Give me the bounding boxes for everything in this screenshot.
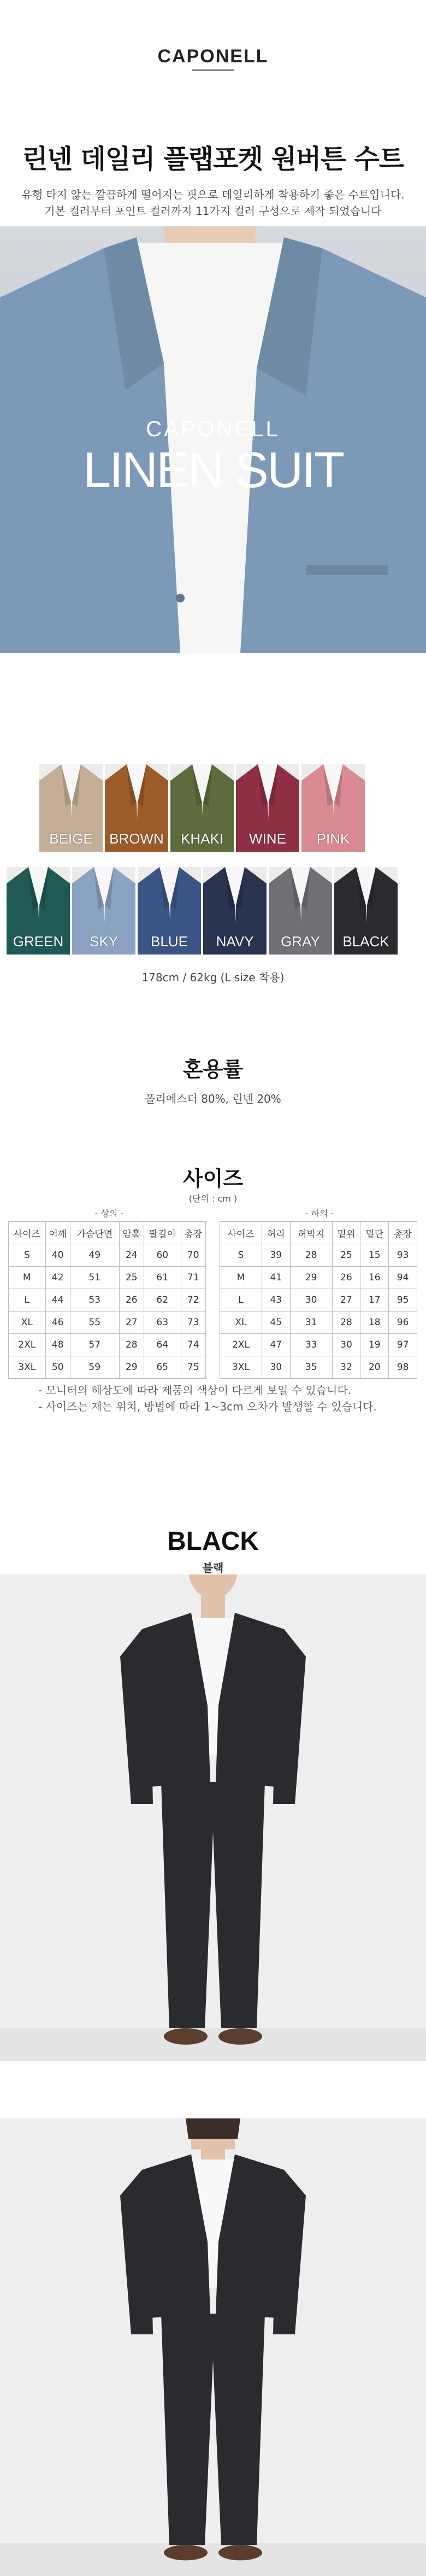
bottom-size-cell: 25 <box>332 1244 360 1267</box>
color-swatch-brown <box>105 764 168 852</box>
hero-title: LINEN SUIT <box>82 442 344 498</box>
bottom-size-row <box>220 1244 417 1267</box>
color-swatch-label: PINK <box>316 830 350 847</box>
bottom-size-row <box>220 1356 417 1379</box>
size-title: 사이즈 <box>182 1167 244 1191</box>
bottom-size-cell: 96 <box>389 1312 417 1334</box>
material-text: 폴리에스터 80%, 린넨 20% <box>145 1092 281 1105</box>
material-title: 혼용률 <box>182 1057 244 1081</box>
top-size-cell: S <box>9 1244 46 1267</box>
bottom-size-cell: 98 <box>389 1356 417 1379</box>
bottom-size-cell: 30 <box>332 1334 360 1356</box>
top-size-header-cell: 팔길이 <box>144 1222 181 1244</box>
top-size-cell: 49 <box>70 1244 119 1267</box>
model-illustration-1 <box>0 1574 426 2061</box>
bottom-size-cell: 18 <box>360 1312 389 1334</box>
bottom-size-cell: 2XL <box>220 1334 262 1356</box>
top-size-cell: 26 <box>119 1289 144 1312</box>
bottom-size-row <box>220 1312 417 1334</box>
top-size-row <box>9 1334 206 1356</box>
bottom-size-cell: 43 <box>262 1289 290 1312</box>
bottom-size-cell: 97 <box>389 1334 417 1356</box>
bottom-size-cell: 35 <box>290 1356 332 1379</box>
bottom-size-cell: 32 <box>332 1356 360 1379</box>
top-size-cell: 60 <box>144 1244 181 1267</box>
black-section-subtitle: 블랙 <box>202 1561 224 1574</box>
model-info: 178cm / 62kg (L size 착용) <box>141 971 285 984</box>
top-size-cell: 64 <box>144 1334 181 1356</box>
bottom-size-table <box>220 1221 417 1379</box>
bottom-size-cell: 17 <box>360 1289 389 1312</box>
color-swatch-navy <box>203 867 267 955</box>
black-model-photo-2 <box>0 2118 426 2576</box>
top-size-cell: 40 <box>45 1244 70 1267</box>
color-swatch-label: WINE <box>249 830 286 847</box>
bottom-size-label: - 하의 - <box>305 1208 334 1219</box>
bottom-size-header-cell: 밑단 <box>360 1222 389 1244</box>
bottom-size-cell: 33 <box>290 1334 332 1356</box>
top-size-cell: 50 <box>45 1356 70 1379</box>
top-size-row <box>9 1244 206 1267</box>
top-size-cell: 48 <box>45 1334 70 1356</box>
black-section-title: BLACK <box>167 1527 259 1556</box>
bottom-size-cell: 30 <box>262 1356 290 1379</box>
color-swatch-label: NAVY <box>216 933 254 950</box>
bottom-size-row <box>220 1289 417 1312</box>
bottom-size-cell: 93 <box>389 1244 417 1267</box>
top-size-cell: 73 <box>181 1312 206 1334</box>
top-size-table <box>8 1221 206 1379</box>
top-size-row <box>9 1267 206 1289</box>
bottom-size-cell: XL <box>220 1312 262 1334</box>
color-swatch-label: GREEN <box>13 933 64 950</box>
top-size-cell: 70 <box>181 1244 206 1267</box>
bottom-size-cell: 20 <box>360 1356 389 1379</box>
color-swatch-pink <box>301 764 365 852</box>
color-swatch-label: BLACK <box>342 933 389 950</box>
bottom-size-cell: 3XL <box>220 1356 262 1379</box>
top-size-cell: 57 <box>70 1334 119 1356</box>
top-size-header-cell: 암홀 <box>119 1222 144 1244</box>
top-size-cell: 59 <box>70 1356 119 1379</box>
top-size-cell: 27 <box>119 1312 144 1334</box>
bottom-size-row <box>220 1267 417 1289</box>
top-size-cell: 63 <box>144 1312 181 1334</box>
bottom-size-header-cell: 허리 <box>262 1222 290 1244</box>
color-swatch-label: BLUE <box>151 933 188 950</box>
top-size-row <box>9 1312 206 1334</box>
bottom-size-cell: M <box>220 1267 262 1289</box>
top-size-cell: L <box>9 1289 46 1312</box>
bottom-size-cell: 94 <box>389 1267 417 1289</box>
color-swatch-beige <box>39 764 103 852</box>
top-size-cell: 75 <box>181 1356 206 1379</box>
color-swatch-sky <box>72 867 135 955</box>
top-size-cell: M <box>9 1267 46 1289</box>
bottom-size-cell: 31 <box>290 1312 332 1334</box>
bottom-size-cell: S <box>220 1244 262 1267</box>
bottom-size-cell: 28 <box>290 1244 332 1267</box>
description-line-1: 유행 타지 않는 깔끔하게 떨어지는 핏으로 데일리하게 착용하기 좋은 수트입니다. <box>21 188 405 201</box>
bottom-size-cell: 26 <box>332 1267 360 1289</box>
top-size-cell: 3XL <box>9 1356 46 1379</box>
bottom-size-cell: 47 <box>262 1334 290 1356</box>
size-note-1: - 모니터의 해상도에 따라 제품의 색상이 다르게 보일 수 있습니다. <box>38 1384 352 1397</box>
top-size-cell: 74 <box>181 1334 206 1356</box>
top-size-cell: 72 <box>181 1289 206 1312</box>
top-size-cell: 65 <box>144 1356 181 1379</box>
size-unit: (단위 : cm ) <box>188 1193 238 1204</box>
bottom-size-cell: 29 <box>290 1267 332 1289</box>
hero-brand: CAPONELL <box>146 417 280 441</box>
bottom-size-cell: 39 <box>262 1244 290 1267</box>
bottom-size-cell: L <box>220 1289 262 1312</box>
color-swatch-label: BEIGE <box>49 830 93 847</box>
model-illustration-2 <box>0 2118 426 2576</box>
top-size-cell: 61 <box>144 1267 181 1289</box>
top-size-header-cell: 가슴단면 <box>70 1222 119 1244</box>
bottom-size-cell: 15 <box>360 1244 389 1267</box>
color-swatch-label: BROWN <box>109 830 164 847</box>
bottom-size-header-cell: 사이즈 <box>220 1222 262 1244</box>
top-size-cell: 25 <box>119 1267 144 1289</box>
bottom-size-header-cell: 허벅지 <box>290 1222 332 1244</box>
bottom-size-header-row <box>220 1222 417 1244</box>
bottom-size-cell: 27 <box>332 1289 360 1312</box>
color-swatch-label: GRAY <box>281 933 320 950</box>
bottom-size-cell: 16 <box>360 1267 389 1289</box>
black-model-photo-1 <box>0 1574 426 2061</box>
top-size-cell: 28 <box>119 1334 144 1356</box>
top-size-label: - 상의 - <box>94 1208 124 1219</box>
color-swatch-black <box>334 867 398 955</box>
top-size-cell: 24 <box>119 1244 144 1267</box>
top-size-row <box>9 1356 206 1379</box>
color-swatch-label: KHAKI <box>180 830 224 847</box>
description-line-2: 기본 컬러부터 포인트 컬러까지 11가지 컬러 구성으로 제작 되었습니다 <box>44 204 382 218</box>
brand-logo: CAPONELL <box>157 46 269 67</box>
color-swatch-blue <box>138 867 201 955</box>
top-size-cell: 71 <box>181 1267 206 1289</box>
bottom-size-cell: 41 <box>262 1267 290 1289</box>
bottom-size-cell: 95 <box>389 1289 417 1312</box>
top-size-cell: 29 <box>119 1356 144 1379</box>
top-size-cell: 53 <box>70 1289 119 1312</box>
color-swatch-green <box>7 867 70 955</box>
top-size-cell: 2XL <box>9 1334 46 1356</box>
top-size-cell: 46 <box>45 1312 70 1334</box>
bottom-size-cell: 28 <box>332 1312 360 1334</box>
bottom-size-row <box>220 1334 417 1356</box>
bottom-size-cell: 19 <box>360 1334 389 1356</box>
bottom-size-header-cell: 총장 <box>389 1222 417 1244</box>
color-swatch-wine <box>236 764 299 852</box>
color-swatch-label: SKY <box>89 933 119 950</box>
top-size-cell: 44 <box>45 1289 70 1312</box>
bottom-size-cell: 30 <box>290 1289 332 1312</box>
size-note-2: - 사이즈는 재는 위치, 방법에 따라 1~3cm 오차가 발생할 수 있습니다. <box>38 1400 377 1413</box>
top-size-cell: 42 <box>45 1267 70 1289</box>
top-size-header-cell: 어깨 <box>45 1222 70 1244</box>
top-size-cell: 55 <box>70 1312 119 1334</box>
top-size-header-cell: 총장 <box>181 1222 206 1244</box>
bottom-size-cell: 45 <box>262 1312 290 1334</box>
color-swatch-gray <box>269 867 332 955</box>
bottom-size-header-cell: 밑위 <box>332 1222 360 1244</box>
top-size-cell: 51 <box>70 1267 119 1289</box>
top-size-row <box>9 1289 206 1312</box>
top-size-cell: XL <box>9 1312 46 1334</box>
top-size-cell: 62 <box>144 1289 181 1312</box>
brand-underline <box>192 69 234 71</box>
color-swatch-khaki <box>170 764 234 852</box>
top-size-header-cell: 사이즈 <box>9 1222 46 1244</box>
color-swatches <box>0 764 426 956</box>
product-title: 린넨 데일리 플랩포켓 원버튼 수트 <box>22 144 404 174</box>
top-size-header-row <box>9 1222 206 1244</box>
